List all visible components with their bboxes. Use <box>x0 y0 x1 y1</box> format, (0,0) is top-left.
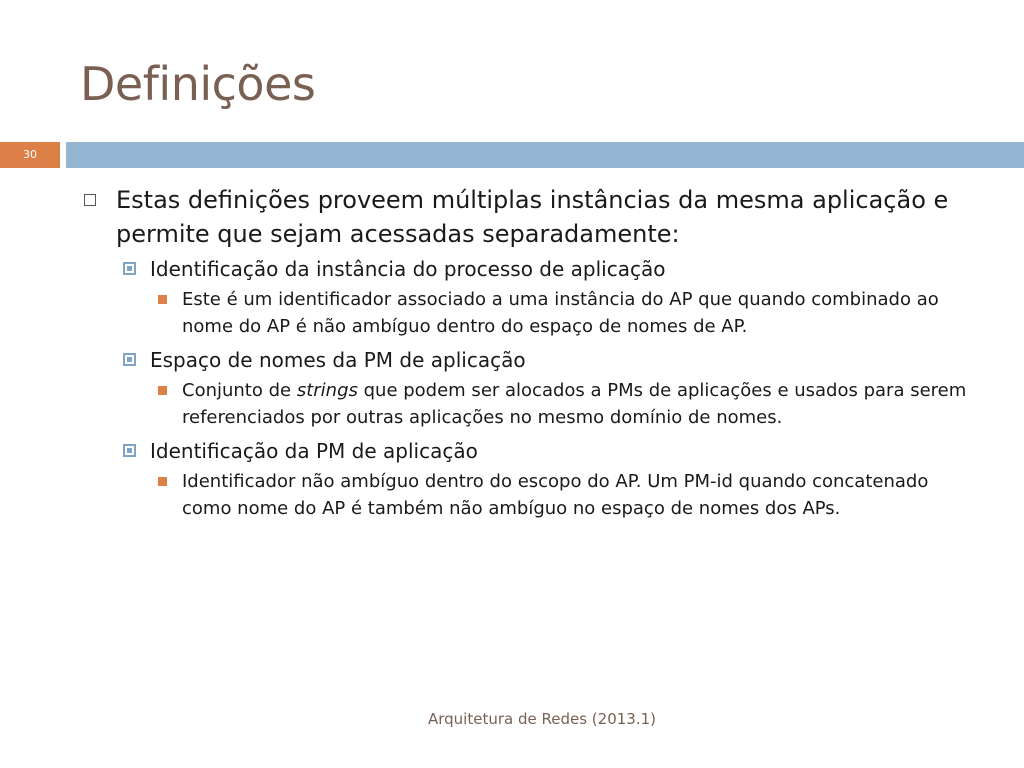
sub-bullet-2 <box>80 346 970 374</box>
detail-bullet-2-text <box>182 380 966 428</box>
sub-bullet-1-text: Identificação da instância do processo de aplicação <box>150 257 666 281</box>
slide-footer <box>0 710 1024 728</box>
strings-emphasis: strings <box>296 380 358 401</box>
filled-square-bullet-icon <box>158 295 167 304</box>
sub-bullet-3-text: Identificação da PM de aplicação <box>150 439 478 463</box>
framed-square-bullet-icon <box>123 353 136 366</box>
main-bullet-text: Estas definições proveem múltiplas instâncias da mesma aplicação e permite que sejam acessadas separadamente: <box>116 186 949 248</box>
footer-text: Arquitetura de Redes (2013.1) <box>427 710 656 728</box>
filled-square-bullet-icon <box>158 477 167 486</box>
detail-bullet-3 <box>80 468 970 522</box>
title-divider-bar <box>66 142 1024 168</box>
filled-square-bullet-icon <box>158 386 167 395</box>
slide-body <box>80 183 970 528</box>
sub-bullet-2-text: Espaço de nomes da PM de aplicação <box>150 348 526 372</box>
detail-bullet-2 <box>80 377 970 431</box>
detail-bullet-2-text-start: Conjunto de <box>182 380 297 401</box>
framed-square-bullet-icon <box>123 262 136 275</box>
detail-bullet-3-text: Identificador não ambíguo dentro do escopo do AP. Um PM-id quando concatenado como nome do AP é também não ambíguo no espaço de nomes dos APs. <box>182 471 929 519</box>
framed-square-bullet-icon <box>123 444 136 457</box>
slide-number: 30 <box>0 142 60 168</box>
hollow-square-bullet-icon <box>84 194 96 206</box>
sub-bullet-3 <box>80 437 970 465</box>
detail-bullet-2-text-end: que podem ser alocados a PMs de aplicações e usados para serem referenciados por outras aplicações no mesmo domínio de nomes. <box>182 380 967 428</box>
slide-title: Definições <box>80 57 316 111</box>
main-bullet <box>80 183 970 251</box>
detail-bullet-1-text: Este é um identificador associado a uma instância do AP que quando combinado ao nome do AP é não ambíguo dentro do espaço de nomes de AP. <box>182 289 939 337</box>
detail-bullet-1 <box>80 286 970 340</box>
sub-bullet-1 <box>80 255 970 283</box>
